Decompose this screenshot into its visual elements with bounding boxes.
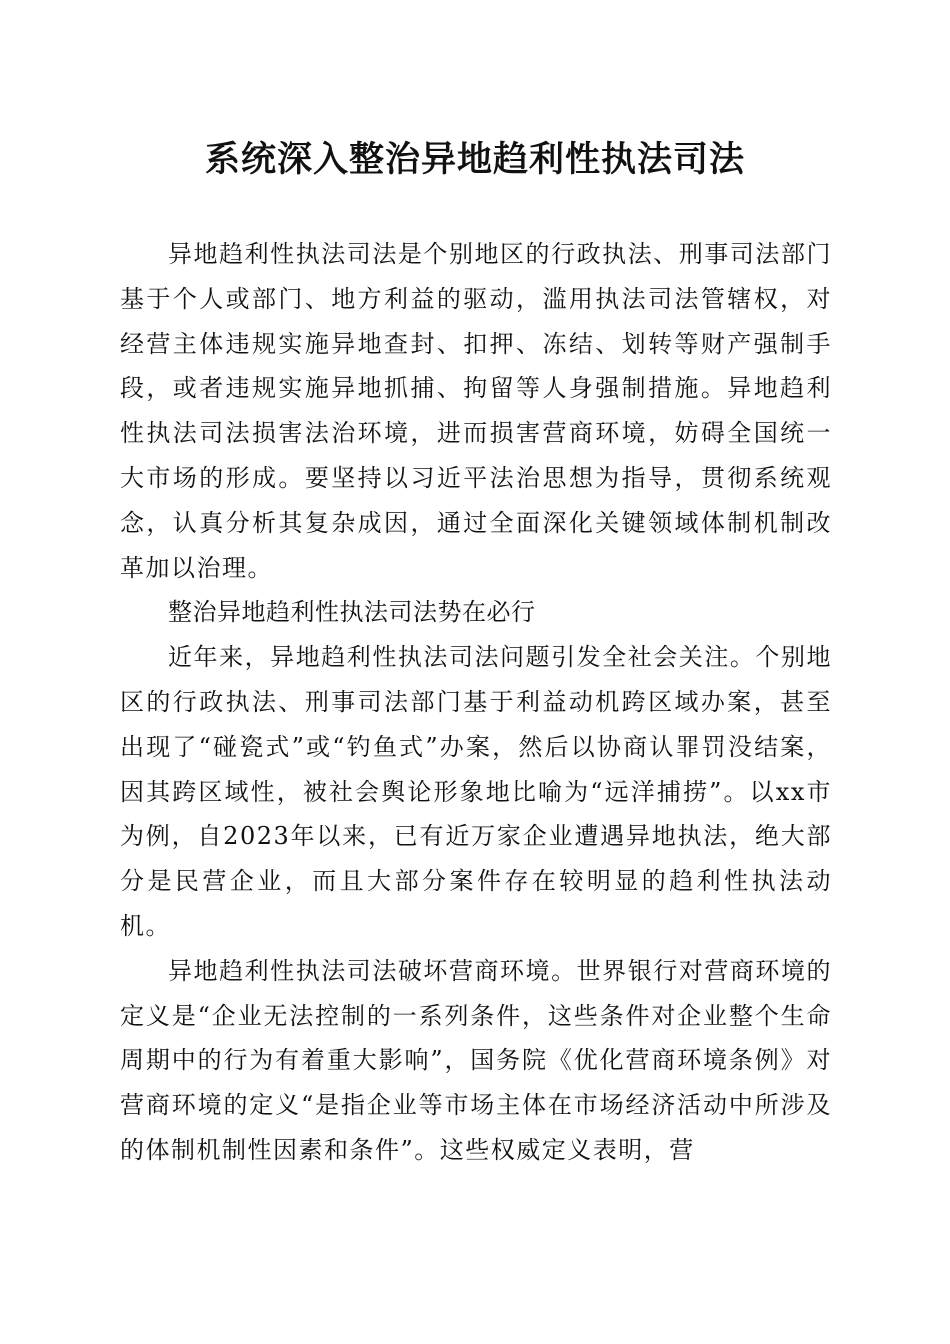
section-heading: 整治异地趋利性执法司法势在必行: [168, 598, 536, 627]
paragraph-intro: 异地趋利性执法司法是个别地区的行政执法、刑事司法部门基于个人或部门、地方利益的驱动，滥用执法司法管辖权，对经营主体违规实施异地查封、扣押、冻结、划转等财产强制手段，或者违规实施异地抓捕、拘留等人身强制措施。异地趋利性执法司法损害法治环境，进而损害营商环境，妨碍全国统一大市场的形成。要坚持以习近平法治思想为指导，贯彻系统观念，认真分析其复杂成因，通过全面深化关键领域体制机制改革加以治理。: [120, 240, 832, 582]
paragraph-business-environment: 异地趋利性执法司法破坏营商环境。世界银行对营商环境的定义是“企业无法控制的一系列条件，这些条件对企业整个生命周期中的行为有着重大影响”，国务院《优化营商环境条例》对营商环境的定义“是指企业等市场主体在市场经济活动中所涉及的体制机制性因素和条件”。这些权威定义表明，营: [120, 956, 832, 1164]
document-body: [120, 232, 832, 1173]
document-title: 系统深入整治异地趋利性执法司法: [204, 139, 745, 180]
paragraph-recent-years: 近年来，异地趋利性执法司法问题引发全社会关注。个别地区的行政执法、刑事司法部门基于利益动机跨区域办案，甚至出现了“碰瓷式”或“钓鱼式”办案，然后以协商认罪罚没结案，因其跨区域性，被社会舆论形象地比喻为“远洋捕捞”。以xx市为例，自2023年以来，已有近万家企业遭遇异地执法，绝大部分是民营企业，而且大部分案件存在较明显的趋利性执法动机。: [120, 643, 832, 940]
